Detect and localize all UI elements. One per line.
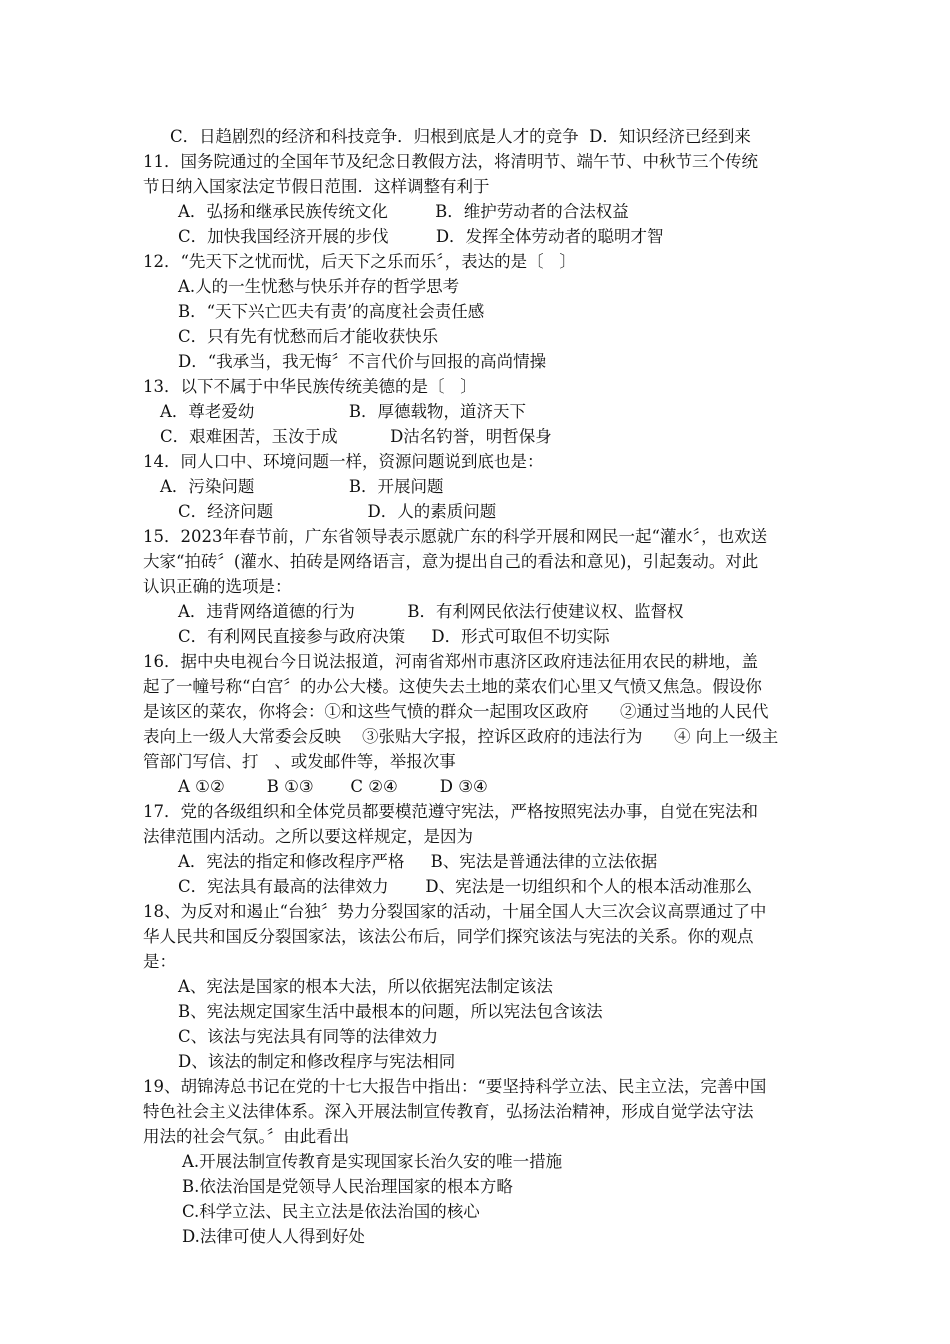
q14-stem: 14．同人口中、环境问题一样，资源问题说到底也是：: [143, 452, 544, 471]
q18-option-c: C、该法与宪法具有同等的法律效力: [178, 1027, 439, 1046]
q19-option-c: C.科学立法、民主立法是依法治国的核心: [182, 1202, 480, 1221]
q18-stem-line1: 18、为反对和遏止“台独〞势力分裂国家的活动，十届全国人大三次会议高票通过了中: [143, 902, 767, 921]
q18-stem-line2: 华人民共和国反分裂国家法，该法公布后，同学们探究该法与宪法的关系。你的观点: [143, 927, 754, 946]
q15-stem-line1: 15．2023年春节前，广东省领导表示愿就广东的科学开展和网民一起“灌水〞，也欢送: [143, 527, 768, 546]
q17-stem-line2: 法律范围内活动。之所以要这样规定，是因为: [143, 827, 473, 846]
q12-option-a: A.人的一生忧愁与快乐并存的哲学思考: [178, 277, 460, 296]
q11-stem-line1: 11．国务院通过的全国年节及纪念日教假方法，将清明节、端午节、中秋节三个传统: [143, 152, 758, 171]
q10-option-c-d: C．日趋剧烈的经济和科技竞争．归根到底是人才的竞争 D．知识经济已经到来: [170, 127, 751, 146]
q14-options-a-b: A．污染问题 B．开展问题: [160, 477, 444, 496]
q12-stem: 12．“先天下之忧而忧，后天下之乐而乐〞，表达的是〔 〕: [143, 252, 576, 271]
q15-options-c-d: C．有利网民直接参与政府决策 D．形式可取但不切实际: [178, 627, 610, 646]
q13-stem: 13．以下不属于中华民族传统美德的是〔 〕: [143, 377, 477, 396]
q18-option-d: D、该法的制定和修改程序与宪法相同: [178, 1052, 456, 1071]
q17-options-a-b: A．宪法的指定和修改程序严格 B、宪法是普通法律的立法依据: [178, 852, 658, 871]
q16-stem-line4: 表向上一级人大常委会反映 ③张贴大字报，控诉区政府的违法行为 ④ 向上一级主: [143, 727, 779, 746]
q15-stem-line3: 认识正确的选项是：: [143, 577, 292, 596]
q12-option-d: D．“我承当，我无悔〞不言代价与回报的高尚情操: [178, 352, 547, 371]
q12-option-c: C．只有先有忧愁而后才能收获快乐: [178, 327, 439, 346]
q11-stem-line2: 节日纳入国家法定节假日范围．这样调整有利于: [143, 177, 490, 196]
q16-stem-line3: 是该区的菜农，你将会：①和这些气愤的群众一起围攻区政府 ②通过当地的人民代: [143, 702, 769, 721]
q17-options-c-d: C．宪法具有最高的法律效力 D、宪法是一切组织和个人的根本活动准那么: [178, 877, 753, 896]
q13-options-a-b: A．尊老爱幼 B．厚德载物，道济天下: [160, 402, 526, 421]
q12-option-b: B．“天下兴亡匹夫有责’的高度社会责任感: [178, 302, 485, 321]
q13-options-c-d: C．艰难困苦，玉汝于成 D沽名钓誉，明哲保身: [160, 427, 552, 446]
q15-options-a-b: A．违背网络道德的行为 B．有利网民依法行使建议权、监督权: [178, 602, 684, 621]
q16-stem-line5: 管部门写信、打 、或发邮件等，举报次事: [143, 752, 456, 771]
q18-option-a: A、宪法是国家的根本大法，所以依据宪法制定该法: [178, 977, 553, 996]
q17-stem-line1: 17．党的各级组织和全体党员都要模范遵守宪法，严格按照宪法办事，自觉在宪法和: [143, 802, 758, 821]
q11-options-c-d: C．加快我国经济开展的步伐 D．发挥全体劳动者的聪明才智: [178, 227, 664, 246]
q16-stem-line1: 16．据中央电视台今日说法报道，河南省郑州市惠济区政府违法征用农民的耕地，盖: [143, 652, 758, 671]
q19-option-d: D.法律可使人人得到好处: [182, 1227, 365, 1246]
q19-option-a: A.开展法制宣传教育是实现国家长治久安的唯一措施: [182, 1152, 563, 1171]
q18-stem-line3: 是：: [143, 952, 176, 971]
q15-stem-line2: 大家“拍砖〞(灌水、拍砖是网络语言，意为提出自己的看法和意见)，引起轰动。对此: [143, 552, 759, 571]
q19-stem-line2: 特色社会主义法律体系。深入开展法制宣传教育，弘扬法治精神，形成自觉学法守法: [143, 1102, 754, 1121]
q14-options-c-d: C．经济问题 D．人的素质问题: [178, 502, 497, 521]
q16-options: A ①② B ①③ C ②④ D ③④: [178, 777, 488, 796]
q16-stem-line2: 起了一幢号称“白宫〞的办公大楼。这使失去土地的菜农们心里又气愤又焦急。假设你: [143, 677, 762, 696]
q11-options-a-b: A．弘扬和继承民族传统文化 B．维护劳动者的合法权益: [178, 202, 629, 221]
q19-stem-line1: 19、胡锦涛总书记在党的十七大报告中指出：“要坚持科学立法、民主立法，完善中国: [143, 1077, 767, 1096]
q19-stem-line3: 用法的社会气氛。〞由此看出: [143, 1127, 350, 1146]
q18-option-b: B、宪法规定国家生活中最根本的问题，所以宪法包含该法: [178, 1002, 603, 1021]
q19-option-b: B.依法治国是党领导人民治理国家的根本方略: [182, 1177, 513, 1196]
